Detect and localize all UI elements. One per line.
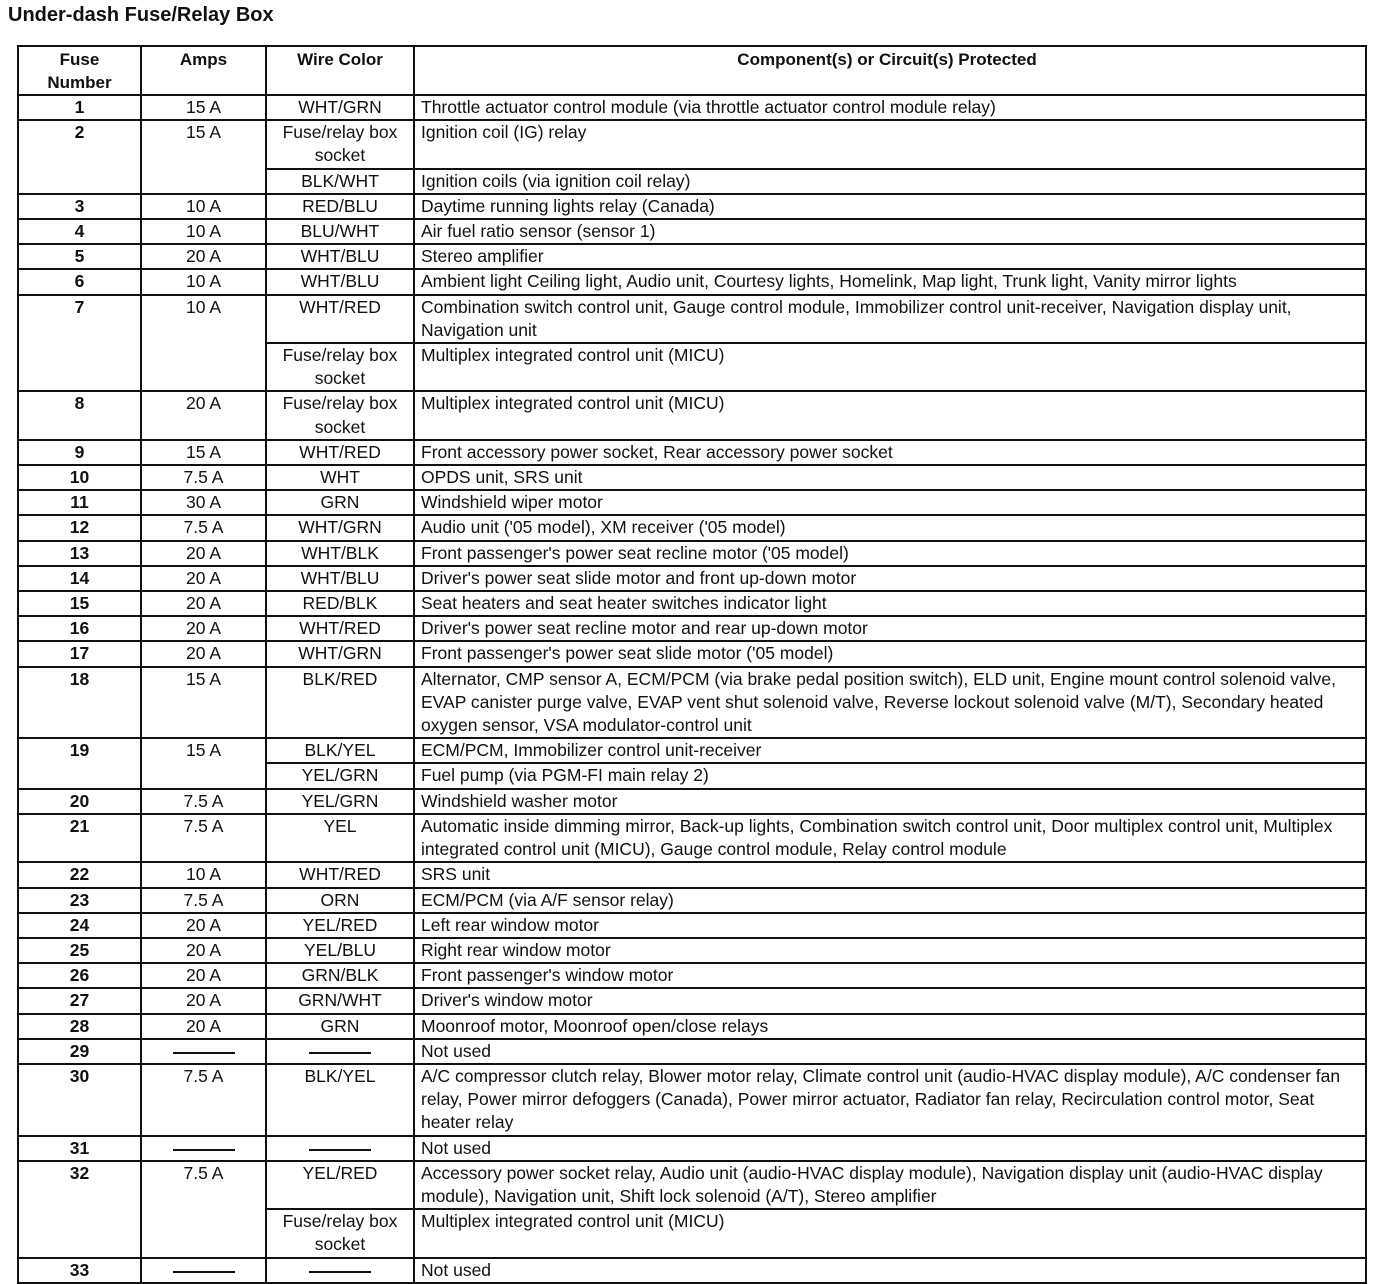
fuse-number-cell: 30 [18, 1064, 141, 1136]
wire-color-cell: WHT/RED [266, 616, 414, 641]
amps-cell: 15 A [141, 440, 266, 465]
wire-color-cell: BLK/WHT [266, 169, 414, 194]
fuse-number-cell: 17 [18, 641, 141, 666]
component-cell: Front passenger's power seat recline motor ('05 model) [414, 541, 1366, 566]
fuse-number-cell: 13 [18, 541, 141, 566]
fuse-number-cell: 26 [18, 963, 141, 988]
amps-cell: 15 A [141, 667, 266, 739]
component-cell: Front passenger's power seat slide motor ('05 model) [414, 641, 1366, 666]
component-cell: SRS unit [414, 862, 1366, 887]
fuse-number-cell: 3 [18, 194, 141, 219]
table-row [18, 194, 1366, 219]
table-row [18, 1136, 1366, 1161]
amps-cell: 20 A [141, 616, 266, 641]
wire-color-cell: GRN/WHT [266, 988, 414, 1013]
component-cell: Automatic inside dimming mirror, Back-up lights, Combination switch control unit, Door multiplex control unit, Multiplex integrated control unit (MICU), Gauge control module, Relay control module [414, 814, 1366, 862]
wire-color-cell: WHT/BLU [266, 244, 414, 269]
component-cell: Daytime running lights relay (Canada) [414, 194, 1366, 219]
table-row [18, 541, 1366, 566]
component-cell: Driver's power seat slide motor and front up-down motor [414, 566, 1366, 591]
fuse-number-cell: 4 [18, 219, 141, 244]
component-cell: A/C compressor clutch relay, Blower motor relay, Climate control unit (audio-HVAC display module), A/C condenser fan relay, Power mirror defoggers (Canada), Power mirror actuator, Radiator fan relay, Recirculation control motor, Seat heater relay [414, 1064, 1366, 1136]
header-component: Component(s) or Circuit(s) Protected [414, 46, 1366, 95]
fuse-number-cell: 23 [18, 888, 141, 913]
amps-cell: 20 A [141, 1014, 266, 1039]
amps-cell: 7.5 A [141, 1064, 266, 1136]
table-row [18, 938, 1366, 963]
fuse-number-cell: 20 [18, 789, 141, 814]
wire-color-cell: WHT/BLU [266, 269, 414, 294]
wire-color-cell: YEL/GRN [266, 789, 414, 814]
fuse-number-cell: 2 [18, 120, 141, 194]
amps-cell: 10 A [141, 295, 266, 392]
component-cell: Stereo amplifier [414, 244, 1366, 269]
component-cell: Left rear window motor [414, 913, 1366, 938]
table-row [18, 814, 1366, 862]
component-cell: Driver's window motor [414, 988, 1366, 1013]
amps-cell: 10 A [141, 269, 266, 294]
wire-color-cell: WHT/GRN [266, 515, 414, 540]
wire-color-cell: YEL [266, 814, 414, 862]
wire-color-cell: BLK/YEL [266, 1064, 414, 1136]
amps-cell: 20 A [141, 641, 266, 666]
table-row [18, 641, 1366, 666]
table-row [18, 269, 1366, 294]
component-cell: Right rear window motor [414, 938, 1366, 963]
wire-color-cell: GRN [266, 490, 414, 515]
fuse-number-cell: 28 [18, 1014, 141, 1039]
table-row [18, 888, 1366, 913]
blank-dash [173, 1052, 235, 1054]
fuse-number-cell: 25 [18, 938, 141, 963]
component-cell: Ignition coil (IG) relay [414, 120, 1366, 168]
component-cell: Multiplex integrated control unit (MICU) [414, 1209, 1366, 1257]
fuse-number-cell: 18 [18, 667, 141, 739]
table-row [18, 465, 1366, 490]
table-row [18, 667, 1366, 739]
fuse-number-cell: 5 [18, 244, 141, 269]
wire-color-cell: YEL/RED [266, 913, 414, 938]
table-row [18, 591, 1366, 616]
amps-cell: 15 A [141, 120, 266, 194]
table-row [18, 913, 1366, 938]
fuse-number-cell: 1 [18, 95, 141, 120]
wire-color-cell [266, 1039, 414, 1064]
table-row [18, 738, 1366, 763]
fuse-number-cell: 24 [18, 913, 141, 938]
component-cell: Ignition coils (via ignition coil relay) [414, 169, 1366, 194]
wire-color-cell: Fuse/relay box socket [266, 1209, 414, 1257]
component-cell: Accessory power socket relay, Audio unit (audio-HVAC display module), Navigation display unit (audio-HVAC display module), Navigation unit, Shift lock solenoid (A/T), Stereo amplifier [414, 1161, 1366, 1209]
fuse-number-cell: 31 [18, 1136, 141, 1161]
wire-color-cell: WHT/RED [266, 862, 414, 887]
amps-cell: 20 A [141, 591, 266, 616]
component-cell: Throttle actuator control module (via throttle actuator control module relay) [414, 95, 1366, 120]
blank-dash [173, 1149, 235, 1151]
component-cell: Multiplex integrated control unit (MICU) [414, 343, 1366, 391]
amps-cell [141, 1039, 266, 1064]
table-row [18, 219, 1366, 244]
amps-cell: 20 A [141, 988, 266, 1013]
component-cell: Not used [414, 1136, 1366, 1161]
wire-color-cell: WHT/GRN [266, 641, 414, 666]
table-row [18, 440, 1366, 465]
fuse-number-cell: 12 [18, 515, 141, 540]
wire-color-cell: RED/BLK [266, 591, 414, 616]
amps-cell: 10 A [141, 862, 266, 887]
amps-cell: 20 A [141, 938, 266, 963]
wire-color-cell: YEL/BLU [266, 938, 414, 963]
wire-color-cell: GRN/BLK [266, 963, 414, 988]
amps-cell: 7.5 A [141, 814, 266, 862]
table-row [18, 789, 1366, 814]
amps-cell: 7.5 A [141, 465, 266, 490]
table-row [18, 95, 1366, 120]
table-row [18, 120, 1366, 168]
table-row [18, 963, 1366, 988]
amps-cell: 20 A [141, 566, 266, 591]
fuse-number-cell: 11 [18, 490, 141, 515]
wire-color-cell: WHT/BLK [266, 541, 414, 566]
component-cell: Windshield washer motor [414, 789, 1366, 814]
amps-cell: 15 A [141, 95, 266, 120]
fuse-number-cell: 6 [18, 269, 141, 294]
wire-color-cell: WHT/RED [266, 440, 414, 465]
wire-color-cell: BLU/WHT [266, 219, 414, 244]
amps-cell: 20 A [141, 391, 266, 439]
component-cell: Combination switch control unit, Gauge control module, Immobilizer control unit-receiver, Navigation display unit, Navigation unit [414, 295, 1366, 343]
header-fuse-number-line2: Number [47, 73, 112, 92]
wire-color-cell: Fuse/relay box socket [266, 120, 414, 168]
amps-cell: 30 A [141, 490, 266, 515]
header-amps: Amps [141, 46, 266, 95]
table-row [18, 391, 1366, 439]
fuse-number-cell: 8 [18, 391, 141, 439]
table-header-row [18, 46, 1366, 95]
amps-cell: 15 A [141, 738, 266, 788]
fuse-number-cell: 27 [18, 988, 141, 1013]
component-cell: Not used [414, 1258, 1366, 1283]
wire-color-cell [266, 1258, 414, 1283]
wire-color-cell: YEL/GRN [266, 763, 414, 788]
wire-color-cell: WHT/BLU [266, 566, 414, 591]
amps-cell [141, 1136, 266, 1161]
amps-cell: 10 A [141, 194, 266, 219]
amps-cell: 7.5 A [141, 1161, 266, 1258]
wire-color-cell: Fuse/relay box socket [266, 391, 414, 439]
amps-cell [141, 1258, 266, 1283]
table-row [18, 515, 1366, 540]
table-row [18, 244, 1366, 269]
wire-color-cell: WHT/RED [266, 295, 414, 343]
table-row [18, 616, 1366, 641]
component-cell: Multiplex integrated control unit (MICU) [414, 391, 1366, 439]
blank-dash [173, 1271, 235, 1273]
wire-color-cell: Fuse/relay box socket [266, 343, 414, 391]
amps-cell: 20 A [141, 963, 266, 988]
component-cell: Driver's power seat recline motor and rear up-down motor [414, 616, 1366, 641]
blank-dash [309, 1052, 371, 1054]
fuse-number-cell: 16 [18, 616, 141, 641]
fuse-number-cell: 21 [18, 814, 141, 862]
table-row [18, 295, 1366, 343]
component-cell: Ambient light Ceiling light, Audio unit, Courtesy lights, Homelink, Map light, Trunk light, Vanity mirror lights [414, 269, 1366, 294]
wire-color-cell: GRN [266, 1014, 414, 1039]
amps-cell: 7.5 A [141, 789, 266, 814]
fuse-number-cell: 29 [18, 1039, 141, 1064]
amps-cell: 7.5 A [141, 888, 266, 913]
component-cell: ECM/PCM, Immobilizer control unit-receiver [414, 738, 1366, 763]
header-fuse-number-line1: Fuse [59, 50, 100, 69]
component-cell: Front accessory power socket, Rear accessory power socket [414, 440, 1366, 465]
fuse-number-cell: 10 [18, 465, 141, 490]
component-cell: Front passenger's window motor [414, 963, 1366, 988]
table-row [18, 988, 1366, 1013]
component-cell: Alternator, CMP sensor A, ECM/PCM (via brake pedal position switch), ELD unit, Engine mount control solenoid valve, EVAP canister purge valve, EVAP vent shut solenoid valve, Reverse lockout solenoid valve (M/T), Secondary heated oxygen sensor, VSA modulator-control unit [414, 667, 1366, 739]
header-wire-color: Wire Color [266, 46, 414, 95]
fuse-number-cell: 15 [18, 591, 141, 616]
wire-color-cell [266, 1136, 414, 1161]
blank-dash [309, 1149, 371, 1151]
header-fuse-number [18, 46, 141, 95]
amps-cell: 20 A [141, 244, 266, 269]
component-cell: ECM/PCM (via A/F sensor relay) [414, 888, 1366, 913]
component-cell: Air fuel ratio sensor (sensor 1) [414, 219, 1366, 244]
fuse-relay-table [17, 45, 1367, 1284]
table-row [18, 490, 1366, 515]
amps-cell: 10 A [141, 219, 266, 244]
wire-color-cell: WHT/GRN [266, 95, 414, 120]
component-cell: Fuel pump (via PGM-FI main relay 2) [414, 763, 1366, 788]
component-cell: Audio unit ('05 model), XM receiver ('05 model) [414, 515, 1366, 540]
wire-color-cell: WHT [266, 465, 414, 490]
table-row [18, 1039, 1366, 1064]
amps-cell: 20 A [141, 541, 266, 566]
fuse-number-cell: 22 [18, 862, 141, 887]
table-row [18, 1161, 1366, 1209]
table-row [18, 566, 1366, 591]
fuse-number-cell: 7 [18, 295, 141, 392]
component-cell: Not used [414, 1039, 1366, 1064]
wire-color-cell: BLK/YEL [266, 738, 414, 763]
component-cell: Windshield wiper motor [414, 490, 1366, 515]
blank-dash [309, 1271, 371, 1273]
fuse-number-cell: 14 [18, 566, 141, 591]
wire-color-cell: RED/BLU [266, 194, 414, 219]
component-cell: Seat heaters and seat heater switches indicator light [414, 591, 1366, 616]
table-row [18, 1258, 1366, 1283]
fuse-number-cell: 32 [18, 1161, 141, 1258]
fuse-number-cell: 33 [18, 1258, 141, 1283]
fuse-table-body [18, 95, 1366, 1283]
wire-color-cell: BLK/RED [266, 667, 414, 739]
amps-cell: 7.5 A [141, 515, 266, 540]
wire-color-cell: YEL/RED [266, 1161, 414, 1209]
fuse-number-cell: 19 [18, 738, 141, 788]
wire-color-cell: ORN [266, 888, 414, 913]
table-row [18, 862, 1366, 887]
table-row [18, 1014, 1366, 1039]
amps-cell: 20 A [141, 913, 266, 938]
component-cell: Moonroof motor, Moonroof open/close relays [414, 1014, 1366, 1039]
page-title: Under-dash Fuse/Relay Box [8, 4, 274, 26]
table-row [18, 1064, 1366, 1136]
component-cell: OPDS unit, SRS unit [414, 465, 1366, 490]
fuse-number-cell: 9 [18, 440, 141, 465]
